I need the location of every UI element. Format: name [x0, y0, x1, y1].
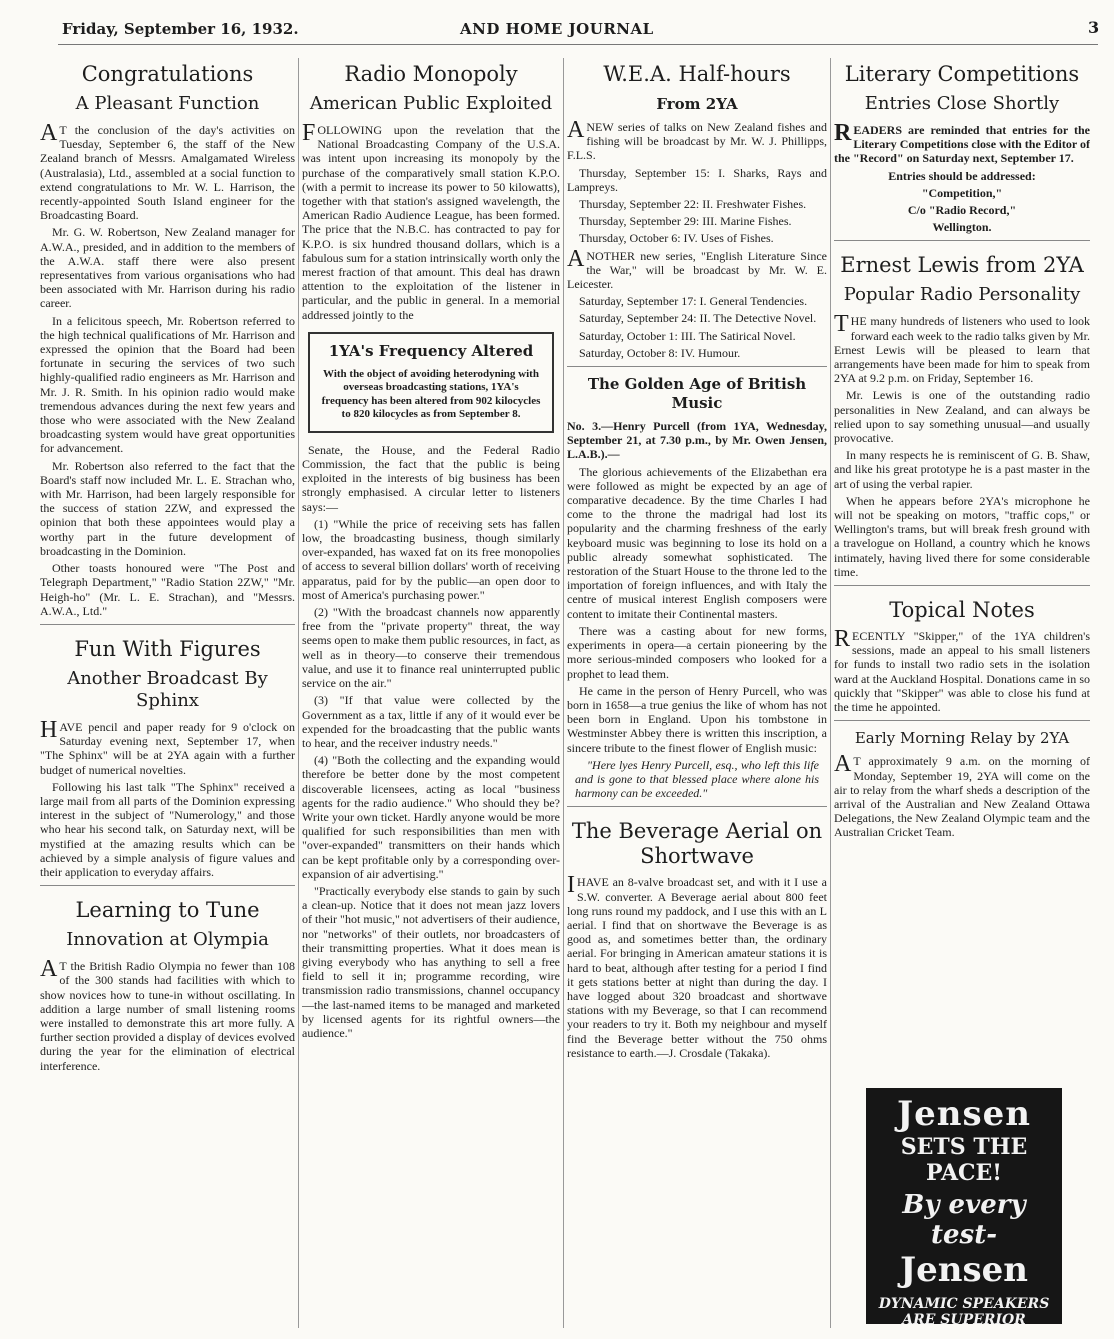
golden-age-lead: No. 3.—Henry Purcell (from 1YA, Wednesday, September 21, at 7.30 p.m., by Mr. Owen Jensen, L.A.B.).—	[567, 419, 827, 462]
ernest-lewis-subhead: Popular Radio Personality	[843, 284, 1081, 306]
column-3	[567, 50, 827, 1332]
beverage-article	[567, 819, 827, 1060]
article-divider	[40, 624, 295, 625]
paragraph: He came in the person of Henry Purcell, who was born in 1658—a true genius the like of whom has not been born in England. Upon his tombstone in Westminster Abbey there is written this inscription, a sincere tribute to the finest flower of English music:	[567, 683, 827, 755]
ad-tagline: SETS THE PACE!	[900, 1134, 1028, 1186]
paragraph: AT approximately 9 a.m. on the morning of Monday, September 19, 2YA will come on the air to relay from the wharf sheds a description of the arrival of the Australian and New Zealand Ottawa Delegations, the New Zealand Olympic team and the Australian Cricket Team.	[834, 751, 1090, 840]
frequency-notice-text: With the object of avoiding heterodyning with overseas broadcasting stations, 1YA's frequency has been altered from 902 kilocycles to 820 kilocycles as from September 8.	[321, 367, 541, 421]
paragraph: Mr. Lewis is one of the outstanding radio personalities in New Zealand, and can always be relied upon to say something unusual—and usually provocative.	[834, 388, 1090, 446]
beverage-headline: The Beverage Aerial on Shortwave	[571, 819, 823, 869]
paragraph: Other toasts honoured were "The Post and Telegraph Department," "Radio Station 2ZW," "Mr. Heigh-ho" (Mr. L. E. Strachan), and "Messrs. A.W.A., Ltd."	[40, 561, 295, 618]
paragraph: There was a casting about for new forms, experiments in opera—a certain pioneering by the more serious-minded composers who looked for a prophet to lead them.	[567, 623, 827, 681]
jensen-advertisement	[866, 1088, 1062, 1328]
paragraph: ANOTHER new series, "English Literature Since the War," will be broadcast by Mr. W. E. Leicester.	[567, 245, 827, 292]
paragraph: IHAVE an 8-valve broadcast set, and with it I use a S.W. converter. A Beverage aerial about 800 feet long runs round my paddock, and I use this with an L aerial. I find that on shortwave the Beverage is as good as, and sometimes better than, the ordinary aerial. For bringing in American amateur stations it is hard to beat, although after testing for a period I find it gets stations better at night than during the day. I have logged about 320 broadcast and shortwave stations with my Beverage, so that I can recommend your readers to try it. Both my neighbour and myself find the Beverage better without the 750 ohms resistance to earth.—J. Crosdale (Takaka).	[567, 872, 827, 1060]
frequency-notice-box	[308, 332, 554, 433]
paragraph: In many respects he is reminiscent of G. B. Shaw, and like his great prototype he is a past master in the art of using the verbal rapier.	[834, 448, 1090, 491]
paragraph: (1) "While the price of receiving sets has fallen low, the broadcasting business, though similarly over-expanded, has waxed fat on its free monopolies of access to several billion dollars' worth of receiving apparatus, paid for by the public—an open door to most of America's purchasing power."	[302, 516, 560, 602]
paragraph: READERS are reminded that entries for the Literary Competitions close with the Editor of the "Record" on Saturday next, September 17.	[834, 120, 1090, 166]
address-line: C/o "Radio Record,"	[907, 203, 1017, 218]
ad-claim: ARE SUPERIOR	[902, 1312, 1026, 1328]
paragraph: In a felicitous speech, Mr. Robertson referred to the high technical qualifications of Mr. Harrison and expressed the opinion that the Board had been fortunate in securing the services of two such highly-qualified radio engineers as Mr. Harrison and Mr. J. R. Smith. In his opinion radio would make tremendous advances during the next few years and those who were associated with the New Zealand broadcasting system would have great opportunities for advancement.	[40, 313, 295, 456]
paragraph: ANEW series of talks on New Zealand fishes and fishing will be broadcast by Mr. W. J. Phillipps, F.L.S.	[567, 117, 827, 163]
issue-date: Friday, September 16, 1932.	[62, 20, 299, 38]
talk-listing: Thursday, September 22: II. Freshwater Fishes.	[579, 197, 807, 212]
column-divider	[563, 58, 564, 1328]
wea-article	[567, 62, 827, 360]
paragraph: HAVE pencil and paper ready for 9 o'clock on Saturday evening next, September 17, when "The Sphinx" will be at 2YA again with a further budget of numerical novelties.	[40, 716, 295, 777]
topical-notes-article	[834, 598, 1090, 714]
learning-to-tune-headline: Learning to Tune	[75, 898, 260, 923]
article-divider	[834, 585, 1090, 586]
paragraph: Mr. Robertson also referred to the fact that the Board's staff now included Mr. L. E. Strachan who, with Mr. Harrison, had been largely responsible for the success of station 2ZW, and expressed the opinion that both these appointees would play a worthy part in the future development of broadcasting in the Dominion.	[40, 458, 295, 558]
congratulations-headline: Congratulations	[81, 62, 254, 86]
address-line: "Competition,"	[921, 185, 1003, 200]
learning-to-tune-article	[40, 898, 295, 1073]
column-divider	[830, 58, 831, 1328]
congratulations-subhead: A Pleasant Function	[75, 93, 260, 114]
talk-listing: Saturday, September 24: II. The Detective Novel.	[579, 311, 817, 326]
fun-with-figures-subhead: Another Broadcast By Sphinx	[67, 667, 268, 711]
article-divider	[40, 885, 295, 886]
wea-subhead: From 2YA	[656, 95, 738, 113]
learning-to-tune-subhead: Innovation at Olympia	[66, 929, 269, 951]
page-header	[0, 0, 1114, 50]
paragraph: Following his last talk "The Sphinx" received a large mail from all parts of the Dominion expressing interest in the subject of "Numerology," and those who hear his second talk, on Saturday next, will be mystified at the amazing results which can be achieved by a simple analysis of figure values and their application to everyday affairs.	[40, 779, 295, 879]
wea-headline: W.E.A. Half-hours	[603, 62, 791, 86]
article-divider	[834, 720, 1090, 721]
paragraph: AT the British Radio Olympia no fewer than 108 of the 300 stands had facilities with which to show novices how to tune-in without oscillating. In addition a large number of small listening rooms were installed to demonstrate this art more fully. A further section provided a display of devices evolved during the year for the elimination of electrical interference.	[40, 956, 295, 1073]
paragraph: When he appears before 2YA's microphone he will not be speaking on motors, "traffic cops," or Wellington's trams, but will break fresh ground with a travelogue on Holland, a country which he knows intimately, having lived there for some considerable time.	[834, 493, 1090, 579]
literary-headline: Literary Competitions	[844, 62, 1080, 86]
paragraph: (2) "With the broadcast channels now apparently free from the "private property" threat, the way seems open to make them public resources, in fact, as well as in theory—to conserve their tremendous value, and use it to finance real uninterrupted public service on the air."	[302, 605, 560, 691]
congratulations-article	[40, 62, 295, 618]
talk-listing: Thursday, October 6: IV. Uses of Fishes.	[579, 231, 774, 246]
paragraph: (4) "Both the collecting and the expanding would therefore be better done by the most competent discoverable licensees, acting as local "business agents for the radio audience." Who should they be? Write your own ticket. Hardly anyone would be more qualified for such responsibilities than men with "over-expanded" transmitters on their hands which can be kept profitable only by a corresponding over-expansion of air advertising."	[302, 753, 560, 881]
ernest-lewis-headline: Ernest Lewis from 2YA	[840, 253, 1084, 278]
ad-product: DYNAMIC SPEAKERS	[878, 1296, 1050, 1312]
paragraph: Mr. G. W. Robertson, New Zealand manager for A.W.A., presided, and in addition to the members of the A.W.A. staff there were also present representatives from various organisations who had been associated with Mr. Harrison during his radio career.	[40, 225, 295, 311]
page-number: 3	[1088, 18, 1100, 37]
epitaph-quote: "Here lyes Henry Purcell, esq., who left this life and is gone to that blessed place where alone his harmony can be exceeded."	[575, 757, 819, 801]
address-line: Wellington.	[932, 220, 992, 235]
radio-monopoly-article	[302, 62, 560, 1040]
ernest-lewis-article	[834, 253, 1090, 579]
talk-listing: Saturday, October 8: IV. Humour.	[579, 345, 741, 360]
literary-subhead: Entries Close Shortly	[864, 93, 1060, 114]
journal-title: AND HOME JOURNAL	[460, 20, 654, 38]
ad-brand-repeat: Jensen	[900, 1250, 1028, 1290]
talk-listing: Saturday, September 17: I. General Tendencies.	[579, 294, 808, 309]
paragraph: (3) "If that value were collected by the Government as a tax, little if any of it would ever be expended for the broadcasting that the public wants to hear, and the receiver industry needs."	[302, 693, 560, 750]
early-relay-article	[834, 729, 1090, 839]
talk-listing: Saturday, October 1: III. The Satirical Novel.	[579, 328, 796, 343]
golden-age-headline: The Golden Age of British Music	[587, 375, 807, 413]
talk-listing: Thursday, September 29: III. Marine Fishes.	[579, 214, 792, 229]
header-divider	[58, 44, 1098, 45]
column-1	[40, 50, 295, 1332]
paragraph: RECENTLY "Skipper," of the 1YA children's sessions, made an appeal to his small listeners for funds to install two radio sets in the isolation ward at the Auckland Hospital. Donations came in so quickly that "Skipper" was able to close his fund at the time he appointed.	[834, 626, 1090, 715]
early-relay-headline: Early Morning Relay by 2YA	[854, 729, 1070, 748]
paragraph: THE many hundreds of listeners who used to look forward each week to the radio talks given by Mr. Ernest Lewis will be pleased to learn that arrangements have been made for him to speak from 2YA at 9.2 p.m. on Friday, September 16.	[834, 311, 1090, 386]
frequency-notice-title: 1YA's Frequency Altered	[328, 341, 534, 360]
paragraph: Senate, the House, and the Federal Radio Commission, the fact that the public is being exploited in the interests of big business has been strongly emphasised. A circular letter to listeners says:—	[302, 442, 560, 514]
article-divider	[567, 366, 827, 367]
paragraph: FOLLOWING upon the revelation that the National Broadcasting Company of the U.S.A. was intent upon increasing its monopoly by the purchase of the comparatively small station K.P.O. (with a permit to increase its power to 50 kilowatts), together with that station's assigned wavelength, the American Radio Audience League, has been formed. The price that the N.B.C. has contracted to pay for K.P.O. is six hundred thousand dollars, which is a fabulous sum for a station intrinsically worth only the merest fraction of that amount. This deal has drawn attention to the exploitation of the listener in particular, and the public in general. In a memorial addressed jointly to the	[302, 120, 560, 322]
address-lead: Entries should be addressed:	[888, 168, 1036, 183]
column-2	[302, 50, 560, 1332]
paragraph: The glorious achievements of the Elizabethan era were followed as might be expected by an age of comparative decadence. By the time Charles I had come to the throne the madrigal had lost its popularity and the charming freshness of the early keyboard music was beginning to lose its hold on a public already somewhat sophisticated. The restoration of the Stuart House to the throne led to the importation of foreign influences, and with Italy the centre of musical interest English composers were content to imitate their Continental masters.	[567, 464, 827, 621]
paragraph: "Practically everybody else stands to gain by such a clean-up. Notice that it does not mean jazz lovers of their "hot music," not advertisers of their audience, nor "networks" of their outlets, nor broadcasters of their transmitting properties. What it does mean is giving everybody who has anything to sell a free field to sell it in; programme recording, wire transmission radio transmissions, channel occupancy —the last-named items to be managed and marketed by licensed agents for its rightful owners—the audience."	[302, 883, 560, 1040]
topical-notes-headline: Topical Notes	[889, 598, 1035, 623]
article-divider	[567, 806, 827, 807]
article-divider	[834, 240, 1090, 241]
talk-listing: Thursday, September 15: I. Sharks, Rays and Lampreys.	[567, 165, 827, 194]
golden-age-article	[567, 375, 827, 800]
literary-article	[834, 62, 1090, 234]
fun-with-figures-article	[40, 637, 295, 879]
paragraph: AT the conclusion of the day's activities on Tuesday, September 6, the staff of the New Zealand branch of Messrs. Amalgamated Wireless (Australasia), Ltd., assembled at a social function to extend congratulations to Mr. W. L. Harrison, the recently-appointed South Island engineer for the Broadcasting Board.	[40, 120, 295, 223]
fun-with-figures-headline: Fun With Figures	[74, 636, 261, 661]
radio-monopoly-subhead: American Public Exploited	[309, 93, 553, 114]
column-divider	[298, 58, 299, 1328]
ad-brand: Jensen	[897, 1094, 1031, 1134]
ad-slogan: By every test-	[902, 1190, 1026, 1250]
radio-monopoly-headline: Radio Monopoly	[344, 62, 518, 86]
